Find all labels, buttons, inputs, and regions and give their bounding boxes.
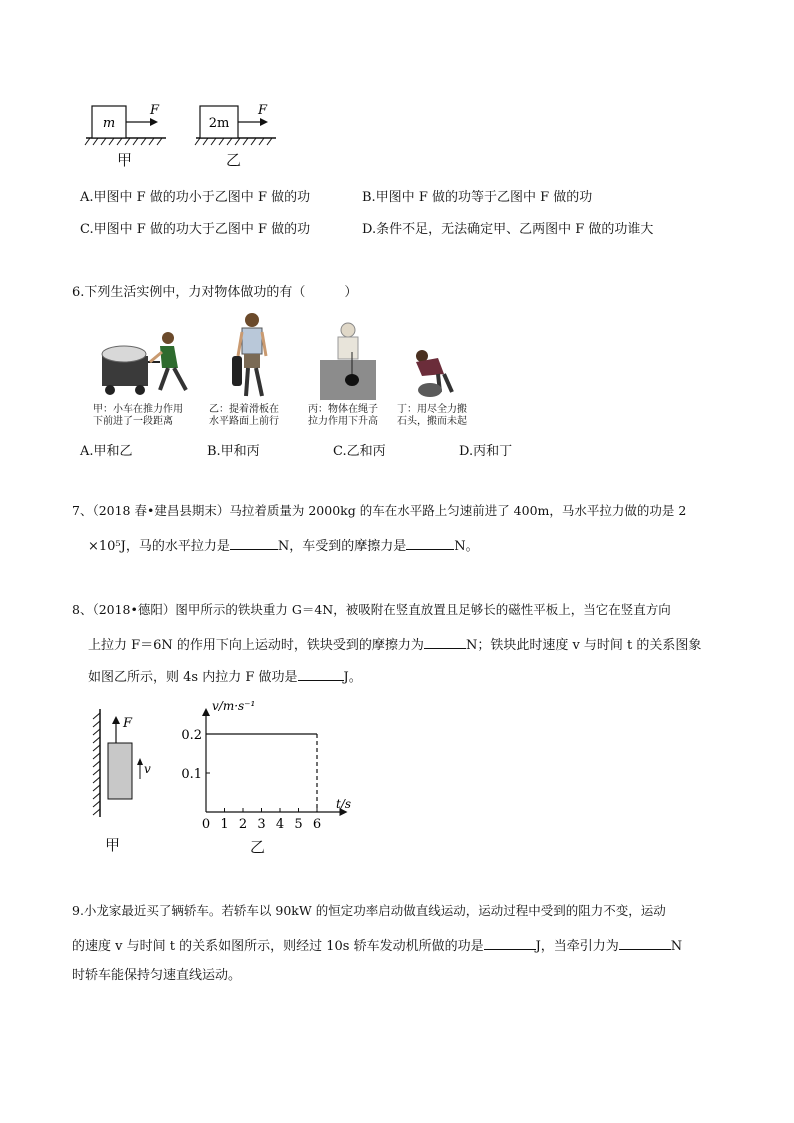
block-m-label: m — [102, 116, 116, 131]
q6-caption-1: 甲：小车在推力作用 下前进了一段距离 — [93, 404, 183, 427]
q6-caption-3: 丙：物体在绳子 拉力作用下升高 — [308, 404, 378, 427]
x-axis-label: t/s — [336, 797, 352, 811]
q6-caption-2: 乙：提着滑板在 水平路面上前行 — [209, 404, 279, 427]
q5-option-d: D.条件不足，无法确定甲、乙两图中 F 做的功谁大 — [362, 222, 654, 237]
q8-fig-right-caption: 乙 — [250, 838, 266, 856]
q6-option-b: B.甲和丙 — [207, 444, 260, 459]
q8-line-3a: 如图乙所示，则 4s 内拉力 F 做功是 — [88, 670, 298, 685]
q5-option-b: B.甲图中 F 做的功等于乙图中 F 做的功 — [362, 190, 593, 205]
force-F-label: F — [150, 103, 160, 118]
q8-fig-left-caption: 甲 — [105, 836, 121, 854]
q6-stem: 6.下列生活实例中，力对物体做功的有（ ） — [72, 285, 358, 300]
q6-option-c: C.乙和丙 — [333, 444, 386, 459]
q5-fig-right-caption: 乙 — [226, 151, 242, 169]
q7-blank-2[interactable] — [406, 537, 454, 550]
x-tick-label: 0 — [201, 817, 211, 832]
q7-line-2a: ×10⁵J，马的水平拉力是 — [88, 539, 230, 554]
q9-line-2c: N — [670, 939, 683, 954]
q8-line-2 — [88, 636, 701, 652]
y-axis-arrow — [202, 708, 210, 716]
q9-blank-1[interactable] — [484, 937, 536, 950]
q8-line-1: 8、（2018•德阳）图甲所示的铁块重力 G＝4N，被吸附在竖直放置且足够长的磁性平板上，当它在竖直方向 — [72, 602, 671, 617]
q7-blank-1[interactable] — [230, 537, 278, 550]
q6-picture-lift-stone — [408, 348, 458, 400]
q8-blank-2[interactable] — [298, 668, 344, 681]
q8-figure-left — [90, 705, 160, 825]
force-F-label-3: F — [123, 716, 133, 731]
iron-block — [108, 743, 132, 799]
q8-blank-1[interactable] — [424, 636, 466, 649]
velocity-v-label: v — [144, 762, 151, 776]
q6-picture-rope-lift — [318, 322, 378, 400]
x-tick-label: 2 — [238, 817, 248, 832]
y-tick-label: 0.2 — [181, 728, 202, 743]
q9-line-3: 时轿车能保持匀速直线运动。 — [72, 968, 242, 983]
x-tick-label: 5 — [294, 817, 303, 832]
q7-line-1: 7、（2018 春•建昌县期末）马拉着质量为 2000kg 的车在水平路上匀速前进了 400m，马水平拉力做的功是 2 — [72, 503, 687, 518]
q7-line-2b: N，车受到的摩擦力是 — [277, 539, 407, 554]
q9-line-2b: J，当牵引力为 — [535, 939, 619, 954]
q8-line-3b: J。 — [343, 670, 362, 685]
block-2m-label: 2m — [208, 116, 230, 131]
q5-fig-left-caption: 甲 — [117, 151, 133, 169]
x-tick-label: 3 — [257, 817, 266, 832]
q8-line-3 — [88, 668, 362, 684]
x-tick-label: 1 — [220, 817, 229, 832]
x-tick-label: 6 — [312, 817, 322, 832]
q5-option-a: A.甲图中 F 做的功小于乙图中 F 做的功 — [80, 190, 311, 205]
q6-picture-skateboard — [226, 312, 276, 400]
q9-line-2a: 的速度 v 与时间 t 的关系如图所示，则经过 10s 轿车发动机所做的功是 — [72, 939, 484, 954]
q9-line-1: 9.小龙家最近买了辆轿车。若轿车以 90kW 的恒定功率启动做直线运动，运动过程中受到的阻力不变，运动 — [72, 903, 666, 918]
q6-option-d: D.丙和丁 — [459, 444, 513, 459]
q8-line-2b: N；铁块此时速度 v 与时间 t 的关系图象 — [465, 638, 702, 653]
x-tick-label: 4 — [275, 817, 285, 832]
q8-line-2a: 上拉力 F＝6N 的作用下向上运动时，铁块受到的摩擦力为 — [88, 638, 424, 653]
q9-blank-2[interactable] — [619, 937, 671, 950]
q9-line-2 — [72, 937, 682, 953]
y-axis-label: v/m·s⁻¹ — [212, 699, 256, 713]
q6-caption-4: 丁：用尽全力搬 石头，搬而未起 — [397, 404, 467, 427]
y-tick-label: 0.1 — [181, 767, 202, 782]
q7-line-2 — [88, 537, 479, 553]
velocity-time-chart — [180, 698, 360, 838]
q6-option-a: A.甲和乙 — [80, 444, 133, 459]
q5-option-c: C.甲图中 F 做的功大于乙图中 F 做的功 — [80, 222, 311, 237]
q6-picture-cart-push — [98, 328, 198, 400]
q7-line-2c: N。 — [454, 539, 479, 554]
force-F-label-2: F — [258, 103, 268, 118]
